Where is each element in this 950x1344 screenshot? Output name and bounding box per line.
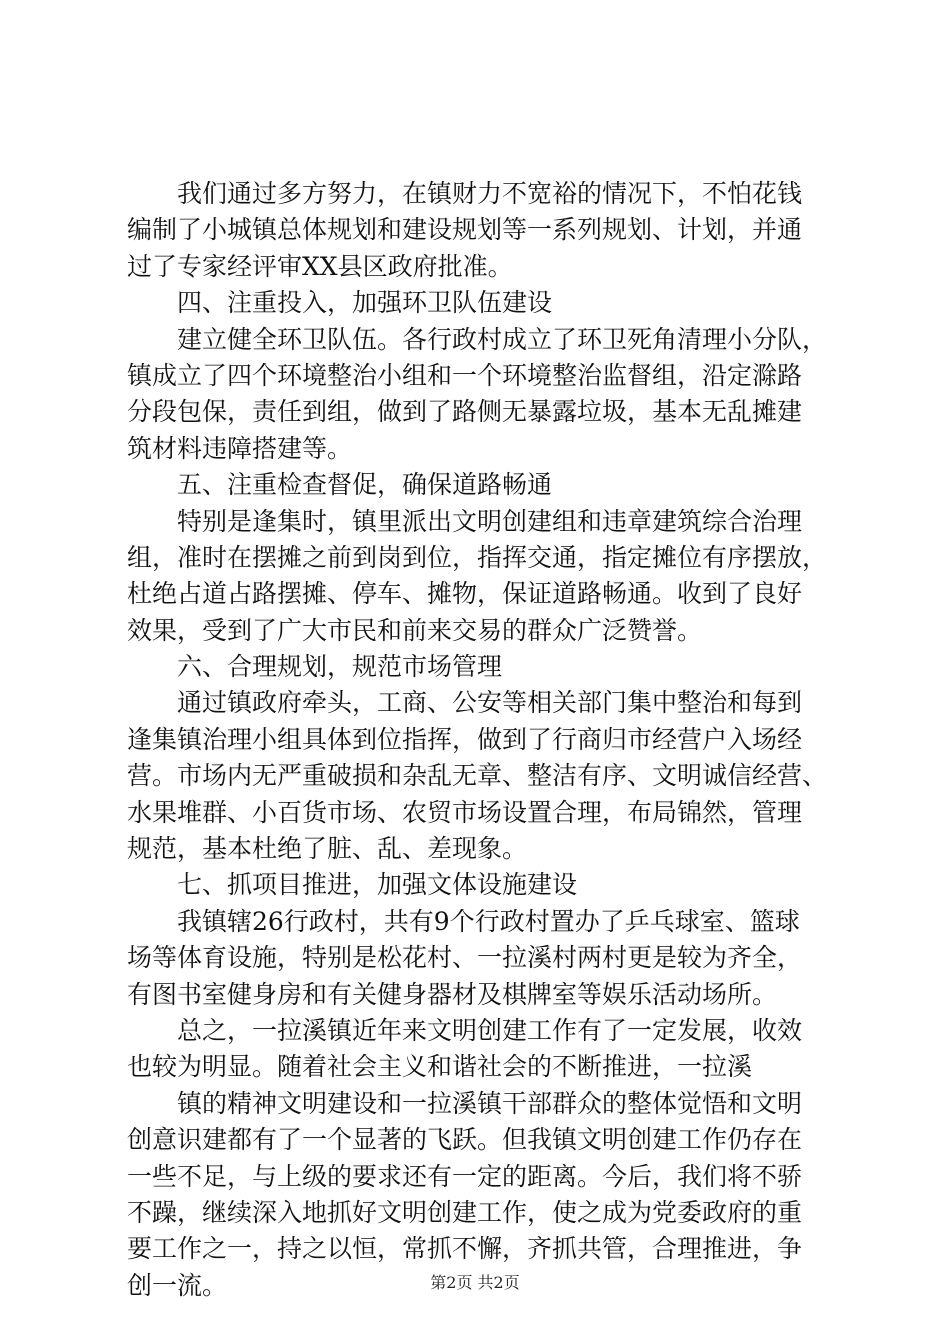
text-line: 我镇辖26行政村，共有9个行政村置办了乒乓球室、篮球 (177, 906, 800, 936)
text-line: 有图书室健身房和有关健身器材及棋牌室等娱乐活动场所。 (127, 979, 778, 1009)
text-line: 七、抓项目推进，加强文体设施建设 (177, 870, 578, 900)
text-line: 杜绝占道占路摆摊、停车、摊物，保证道路畅通。收到了良好 (127, 579, 803, 609)
text-line: 水果堆群、小百货市场、农贸市场设置合理，布局锦然，管理 (127, 797, 803, 827)
text-line: 建立健全环卫队伍。各行政村成立了环卫死角清理小分队， (177, 324, 828, 354)
text-line: 特别是逢集时，镇里派出文明创建组和违章建筑综合治理 (177, 506, 803, 536)
text-line: 场等体育设施，特别是松花村、一拉溪村两村更是较为齐全， (127, 943, 803, 973)
text-line: 过了专家经评审XX县区政府批准。 (127, 251, 513, 281)
text-line: 不躁，继续深入地抓好文明创建工作，使之成为党委政府的重 (127, 1197, 803, 1227)
text-line: 一些不足，与上级的要求还有一定的距离。今后，我们将不骄 (127, 1161, 803, 1191)
text-line: 我们通过多方努力，在镇财力不宽裕的情况下，不怕花钱 (177, 179, 803, 208)
text-line: 总之，一拉溪镇近年来文明创建工作有了一定发展，收效 (177, 1015, 803, 1045)
text-line: 筑材料违障搭建等。 (127, 433, 353, 463)
text-line: 编制了小城镇总体规划和建设规划等一系列规划、计划，并通 (127, 215, 803, 245)
text-line: 五、注重检查督促，确保道路畅通 (177, 470, 553, 500)
text-line: 营。市场内无严重破损和杂乱无章、整洁有序、文明诚信经营、 (127, 761, 828, 791)
text-line: 也较为明显。随着社会主义和谐社会的不断推进，一拉溪 (127, 1052, 753, 1082)
text-line: 逢集镇治理小组具体到位指挥，做到了行商归市经营户入场经 (127, 724, 803, 754)
text-line: 要工作之一，持之以恒，常抓不懈，齐抓共管，合理推进，争 (127, 1234, 803, 1264)
text-line: 创一流。 (127, 1270, 228, 1300)
text-line: 六、合理规划，规范市场管理 (177, 652, 503, 682)
text-line: 通过镇政府牵头，工商、公安等相关部门集中整治和每到 (177, 688, 803, 718)
text-line: 分段包保，责任到组，做到了路侧无暴露垃圾，基本无乱摊建 (127, 397, 803, 427)
text-line: 创意识建都有了一个显著的飞跃。但我镇文明创建工作仍存在 (127, 1125, 803, 1155)
text-line: 规范，基本杜绝了脏、乱、差现象。 (127, 834, 528, 864)
text-line: 镇的精神文明建设和一拉溪镇干部群众的整体觉悟和文明 (177, 1088, 803, 1118)
text-line: 四、注重投入，加强环卫队伍建设 (177, 288, 553, 318)
page-number: 第2页 共2页 (430, 1273, 520, 1292)
text-line: 组，准时在摆摊之前到岗到位，指挥交通，指定摊位有序摆放， (127, 542, 828, 572)
page-footer (0, 1273, 950, 1293)
text-line: 镇成立了四个环境整治小组和一个环境整治监督组，沿定滁路 (127, 360, 803, 390)
document-body (127, 176, 855, 1304)
text-line: 效果，受到了广大市民和前来交易的群众广泛赞誉。 (127, 615, 703, 645)
